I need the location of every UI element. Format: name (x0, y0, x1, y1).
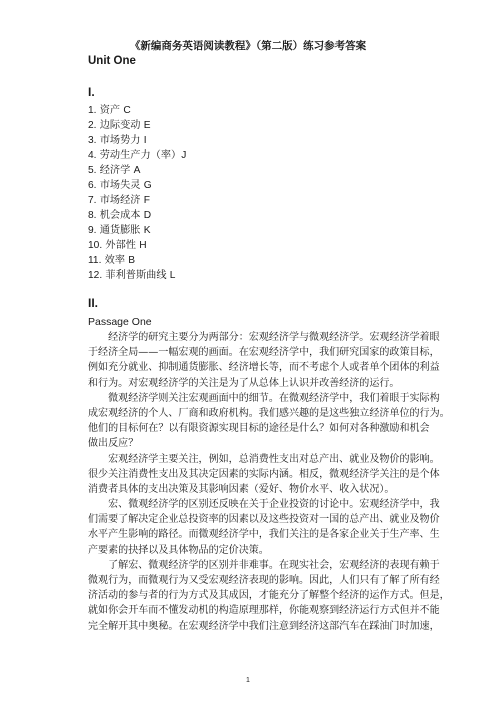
list-item (88, 223, 186, 238)
item-term: 通货膨胀 (99, 225, 144, 236)
item-answer: C (123, 105, 131, 116)
item-answer: I (143, 135, 147, 146)
item-number: 2. (88, 120, 97, 131)
passage-line: 水平产生影响的路径。而微观经济学中，我们关注的是各家企业关于生产率、生 (88, 529, 440, 541)
list-item (88, 163, 186, 178)
item-answer: E (143, 120, 151, 131)
item-term: 外部性 (105, 240, 140, 251)
passage-body (88, 330, 450, 634)
item-number: 8. (88, 210, 97, 221)
item-answer: J (181, 150, 187, 161)
passage-line: 于经济全局——一幅宏观的画面。在宏观经济学中，我们研究国家的政策目标， (88, 347, 440, 359)
answer-list (88, 103, 186, 283)
passage-line: 完全解开其中奥秘。在宏观经济学中我们注意到经济这部汽车在踩油门时加速， (88, 620, 440, 632)
passage-line: 了解宏、微观经济学的区别并非难事。在现实社会，宏观经济的表现有赖于 (88, 559, 440, 571)
passage-line: 例如充分就业、抑制通货膨胀、经济增长等，而不考虑个人或者单个团体的利益 (88, 362, 440, 374)
item-term: 资产 (99, 105, 124, 116)
unit-heading: Unit One (88, 55, 136, 67)
item-number: 12. (88, 270, 103, 281)
list-item (88, 193, 186, 208)
passage-line: 微观经济学则关注宏观画面中的细节。在微观经济学中，我们着眼于实际构 (88, 392, 440, 404)
item-answer: L (169, 270, 176, 281)
list-item (88, 178, 186, 193)
list-item (88, 268, 186, 283)
section-heading-2: II. (88, 296, 99, 310)
item-answer: H (139, 240, 147, 251)
passage-line: 宏、微观经济学的区别还反映在关于企业投资的讨论中。宏观经济学中，我 (88, 499, 440, 511)
passage-line: 经济学的研究主要分为两部分：宏观经济学与微观经济学。宏观经济学着眼 (88, 332, 440, 343)
item-number: 6. (88, 180, 97, 191)
item-term: 市场失灵 (99, 180, 144, 191)
list-item (88, 208, 186, 223)
passage-line: 就如你会开车而不懂发动机的构造原理那样，你能观察到经济运行方式但并不能 (88, 605, 440, 617)
passage-line: 成宏观经济的个人、厂商和政府机构。我们感兴趣的是这些独立经济单位的行为。 (88, 407, 450, 419)
item-answer: K (143, 225, 151, 236)
item-term: 经济学 (99, 165, 134, 176)
item-term: 菲利普斯曲线 (105, 270, 170, 281)
passage-line: 和行为。对宏观经济学的关注是为了从总体上认识并改善经济的运行。 (88, 377, 400, 389)
list-item (88, 253, 186, 268)
item-term: 市场经济 (99, 195, 144, 206)
list-item (88, 133, 186, 148)
item-number: 4. (88, 150, 97, 161)
item-number: 9. (88, 225, 97, 236)
item-answer: G (143, 180, 152, 191)
passage-line: 他们的目标何在？以有限资源实现目标的途径是什么？如何对各种激励和机会 (88, 423, 430, 435)
section-heading-1: I. (88, 85, 95, 99)
passage-line: 们需要了解决定企业总投资率的因素以及这些投资对一国的总产出、就业及物价 (88, 514, 440, 526)
passage-line: 做出反应？ (88, 438, 139, 450)
item-number: 10. (88, 240, 103, 251)
item-term: 市场势力 (99, 135, 144, 146)
item-term: 效率 (104, 255, 129, 266)
item-answer: A (133, 165, 141, 176)
item-number: 3. (88, 135, 97, 146)
list-item (88, 148, 186, 163)
item-answer: B (128, 255, 136, 266)
item-term: 边际变动 (99, 120, 144, 131)
item-answer: D (143, 210, 152, 221)
passage-line: 宏观经济学主要关注，例如，总消费性支出对总产出、就业及物价的影响。 (88, 453, 440, 465)
item-term: 机会成本 (99, 210, 144, 221)
list-item (88, 238, 186, 253)
passage-line: 消费者具体的支出决策及其影响因素（爱好、物价水平、收入状况）。 (88, 483, 395, 495)
item-number: 5. (88, 165, 97, 176)
item-answer: F (143, 195, 150, 206)
passage-line: 微观行为，而微观行为又受宏观经济表现的影响。因此，人们只有了解了所有经 (88, 575, 440, 586)
page-number: 1 (246, 677, 250, 684)
item-term: 劳动生产力（率） (99, 150, 182, 161)
item-number: 1. (88, 105, 97, 116)
passage-title: Passage One (88, 316, 152, 328)
passage-line: 产要素的抉择以及具体物品的定价决策。 (88, 544, 269, 556)
item-number: 7. (88, 195, 97, 206)
passage-line: 济活动的参与者的行为方式及其成因，才能充分了解整个经济的运作方式。但是， (88, 590, 450, 602)
list-item (88, 118, 186, 133)
page-title: 《新编商务英语阅读教程》（第二版）练习参考答案 (129, 40, 367, 52)
passage-line: 很少关注消费性支出及其决定因素的实际内涵。相反，微观经济学关注的是个体 (88, 468, 440, 480)
item-number: 11. (88, 255, 102, 266)
list-item (88, 103, 186, 118)
